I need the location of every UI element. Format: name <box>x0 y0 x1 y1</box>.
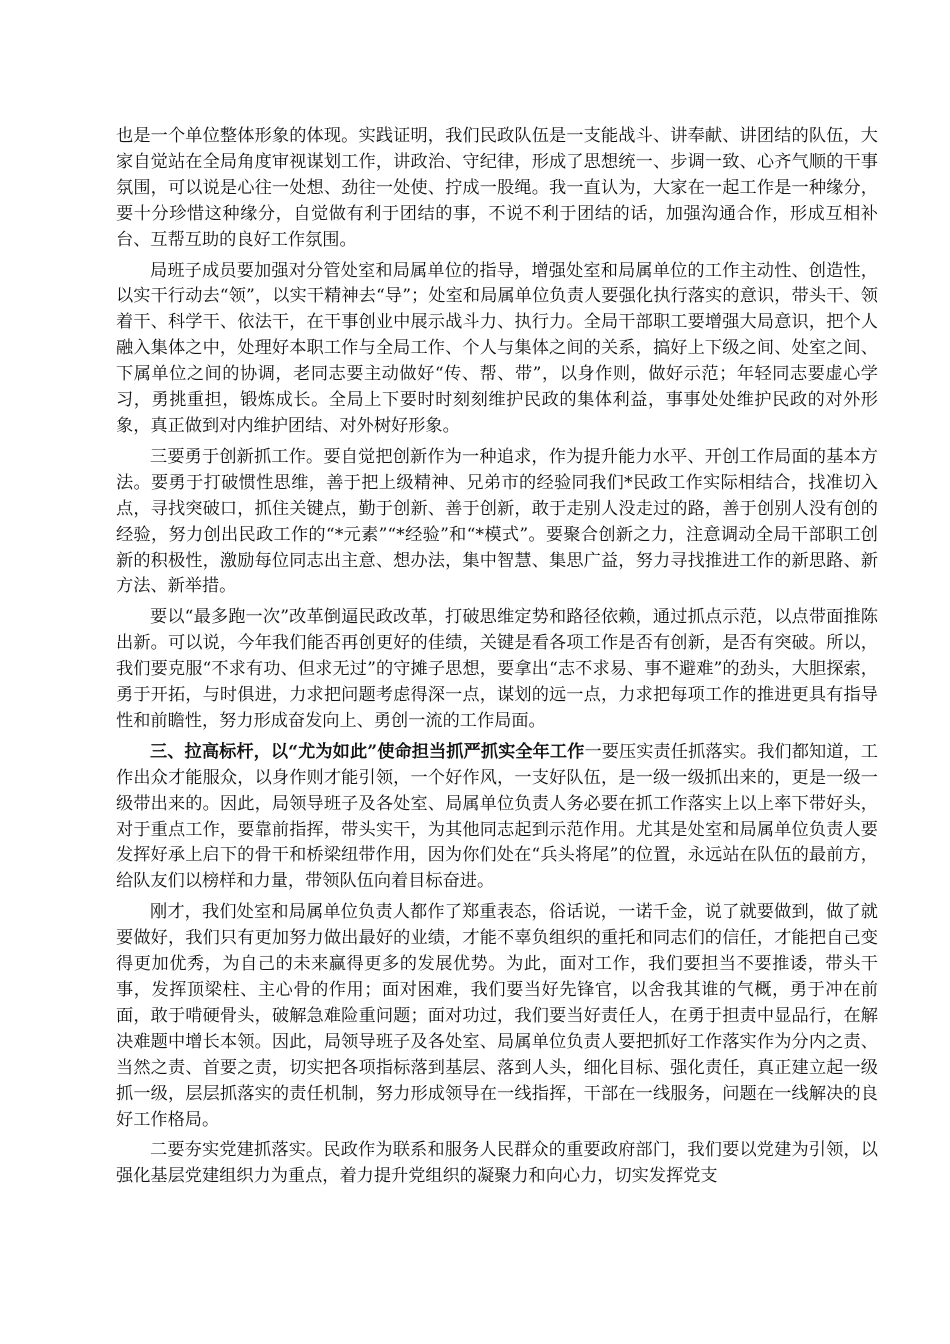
paragraph-commitment: 刚才，我们处室和局属单位负责人都作了郑重表态，俗话说，一诺千金，说了就要做到，做了就要做好，我们只有更加努力做出最好的业绩，才能不辜负组织的重托和同志们的信任，才能把自己变得更加优秀，为自己的未来赢得更多的发展优势。为此，面对工作，我们要担当不要推诿，带头干事，发挥顶梁柱、主心骨的作用；面对困难，我们要当好先锋官，以舍我其谁的气概，勇于冲在前面，敢于啃硬骨头，破解急难险重问题；面对功过，我们要当好责任人，在勇于担责中显品行，在解决难题中增长本领。因此，局领导班子及各处室、局属单位负责人要把抓好工作落实作为分内之责、当然之责、首要之责，切实把各项指标落到基层、落到人头，细化目标、强化责任，真正建立起一级抓一级，层层抓落实的责任机制，努力形成领导在一线指挥，干部在一线服务，问题在一线解决的良好工作格局。 <box>116 902 878 1130</box>
paragraph-continuation: 也是一个单位整体形象的体现。实践证明，我们民政队伍是一支能战斗、讲奉献、讲团结的队伍，大家自觉站在全局角度审视谋划工作，讲政治、守纪律，形成了思想统一、步调一致、心齐气顺的干事氛围，可以说是心往一处想、劲往一处使、拧成一股绳。我一直认为，大家在一起工作是一种缘分，要十分珍惜这种缘分，自觉做有利于团结的事，不说不利于团结的话，加强沟通合作，形成互相补台、互帮互助的良好工作氛围。 <box>116 126 878 250</box>
paragraph-party-building: 二要夯实党建抓落实。民政作为联系和服务人民群众的重要政府部门，我们要以党建为引领，以强化基层党建组织力为重点，着力提升党组织的凝聚力和向心力，切实发挥党支 <box>116 1140 878 1187</box>
section-three-body: 一要压实责任抓落实。我们都知道，工作出众才能服众，以身作则才能引领，一个好作风，一支好队伍，是一级一级抓出来的，更是一级一级带出来的。因此，局领导班子及各处室、局属单位负责人务必要在抓工作落实上以上率下带好头，对于重点工作，要靠前指挥，带头实干，为其他同志起到示范作用。尤其是处室和局属单位负责人要发挥好承上启下的骨干和桥梁纽带作用，因为你们处在“兵头将尾”的位置，永远站在队伍的最前方，给队友们以榜样和力量，带领队伍向着目标奋进。 <box>116 741 878 892</box>
paragraph-innovation: 三要勇于创新抓工作。要自觉把创新作为一种追求，作为提升能力水平、开创工作局面的基本方法。要勇于打破惯性思维，善于把上级精神、兄弟市的经验同我们*民政工作实际相结合，找准切入点，寻找突破口，抓住关键点，勤于创新、善于创新，敢于走别人没走过的路，善于创别人没有创的经验，努力创出民政工作的“*元素”“*经验”和“*模式”。要聚合创新之力，注意调动全局干部职工创新的积极性，激励每位同志出主意、想办法，集中智慧、集思广益，努力寻找推进工作的新思路、新方法、新举措。 <box>116 446 878 597</box>
section-heading: 三、拉高标杆，以“尤为如此”使命担当抓严抓实全年工作 <box>150 741 585 762</box>
paragraph-section-three <box>116 740 878 895</box>
paragraph-reform: 要以“最多跑一次”改革倒逼民政改革，打破思维定势和路径依赖，通过抓点示范，以点带面推陈出新。可以说，今年我们能否再创更好的佳绩，关键是看各项工作是否有创新，是否有突破。所以，我们要克服“不求有功、但求无过”的守摊子思想，要拿出“志不求易、事不避难”的劲头，大胆探索，勇于开拓，与时俱进，力求把问题考虑得深一点，谋划的远一点，力求把每项工作的推进更具有指导性和前瞻性，努力形成奋发向上、勇创一流的工作局面。 <box>116 607 878 731</box>
document-body <box>116 124 878 1195</box>
paragraph-leadership-guidance: 局班子成员要加强对分管处室和局属单位的指导，增强处室和局属单位的工作主动性、创造性，以实干行动去“领”，以实干精神去“导”；处室和局属单位负责人要强化执行落实的意识，带头干、领着干、科学干、依法干，在干事创业中展示战斗力、执行力。全局干部职工要增强大局意识，把个人融入集体之中，处理好本职工作与全局工作、个人与集体之间的关系，搞好上下级之间、处室之间、下属单位之间的协调，老同志要主动做好“传、帮、带”，以身作则，做好示范；年轻同志要虚心学习，勇挑重担，锻炼成长。全局上下要时时刻刻维护民政的集体利益，事事处处维护民政的对外形象，真正做到对内维护团结、对外树好形象。 <box>116 260 878 436</box>
